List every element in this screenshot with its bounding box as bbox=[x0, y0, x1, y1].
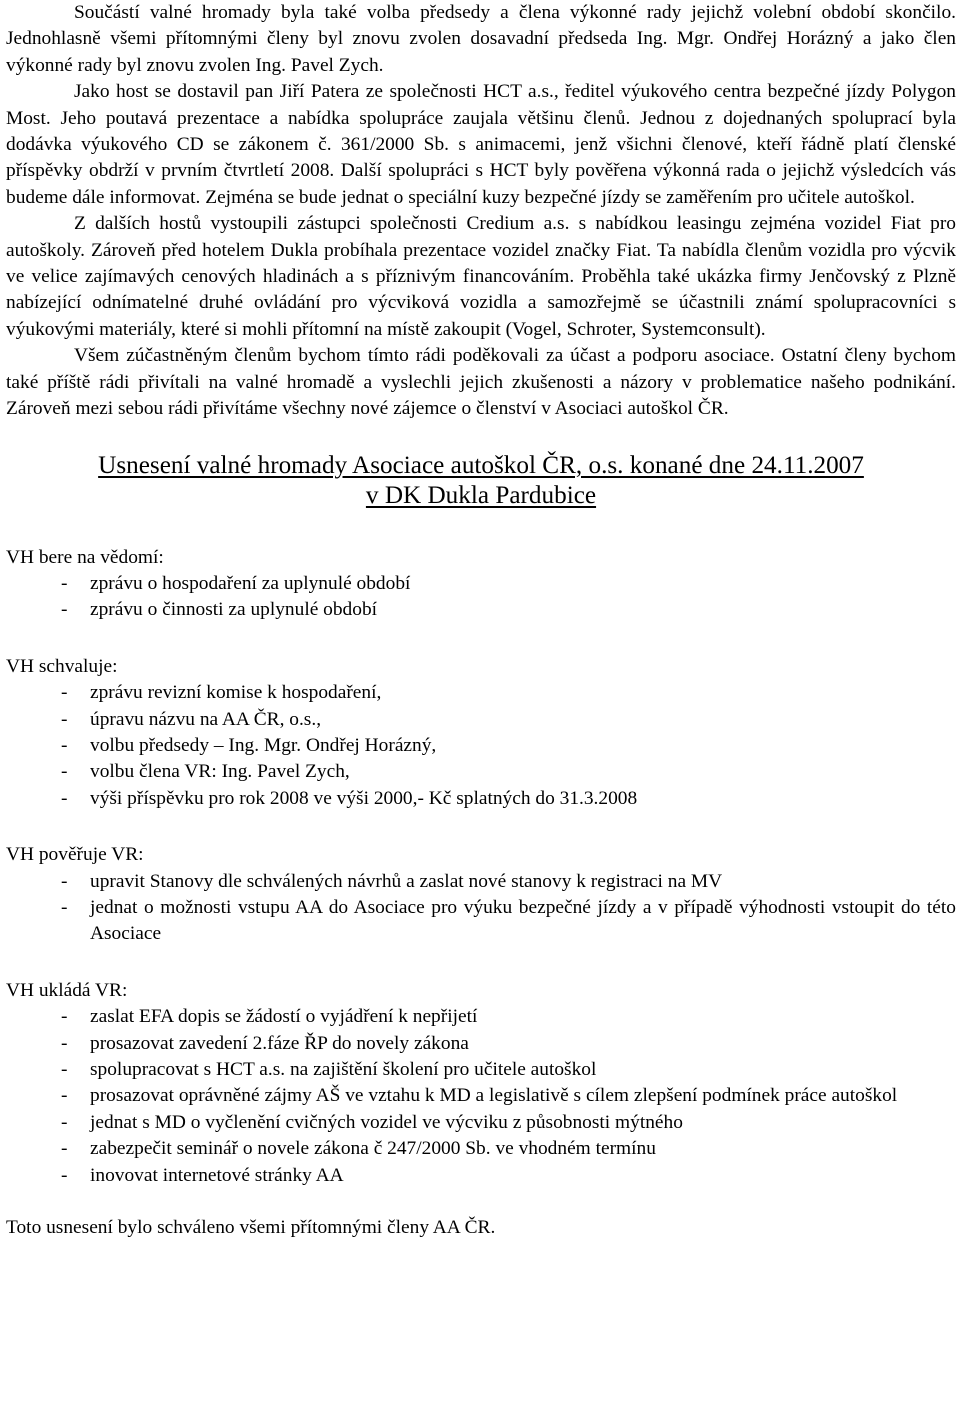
dash-bullet: - bbox=[61, 761, 68, 783]
resolution-title bbox=[6, 451, 956, 511]
list-item: - zprávu o hospodaření za uplynulé období bbox=[6, 571, 956, 597]
intro-text bbox=[6, 0, 956, 423]
dash-bullet: - bbox=[61, 1138, 68, 1160]
list-item: - prosazovat zavedení 2.fáze ŘP do novely zákona bbox=[6, 1031, 956, 1057]
list-item: - zaslat EFA dopis se žádostí o vyjádření k nepřijetí bbox=[6, 1004, 956, 1030]
list-item: - výši příspěvku pro rok 2008 ve výši 2000,- Kč splatných do 31.3.2008 bbox=[6, 786, 956, 812]
dash-bullet: - bbox=[61, 599, 68, 621]
list-item: - jednat o možnosti vstupu AA do Asociace pro výuku bezpečné jízdy a v případě výhodnosti vstoupit do této Asociace bbox=[61, 896, 956, 945]
document-page bbox=[6, 0, 956, 1241]
dash-bullet: - bbox=[61, 1006, 68, 1028]
item-list bbox=[6, 1004, 956, 1189]
list-item: - upravit Stanovy dle schválených návrhů a zaslat nové stanovy k registraci na MV bbox=[6, 869, 956, 895]
resolution-title-line2: v DK Dukla Pardubice bbox=[365, 481, 597, 509]
section-approves bbox=[6, 654, 956, 812]
intro-paragraph-hct-guest: Jako host se dostavil pan Jiří Patera ze společnosti HCT a.s., ředitel výukového centra bezpečné jízdy Polygon Most. Jeho poutavá prezentace a nabídka spolupráce zaujala většinu členů. Jednou z dojednaných spoluprací byla dodávka výukového CD se zákonem č. 361/2000 Sb. s animacemi, jenž všichni členové, kteří řádně platí členské příspěvky obdrží v prvním čtvrtletí 2008. Další spolupráci s HCT byly pověřena výkonná rada o jejichž výsledcích vás budeme dále informovat. Zejména se bude jednat o speciální kuzy bezpečné jízdy se zaměřením pro učitele autoškol. bbox=[6, 81, 956, 208]
section-heading: VH ukládá VR: bbox=[6, 979, 128, 1001]
section-acknowledges bbox=[6, 545, 956, 624]
item-list bbox=[6, 869, 956, 948]
dash-bullet: - bbox=[61, 1032, 68, 1054]
list-item: - prosazovat oprávněné zájmy AŠ ve vztahu k MD a legislativě s cílem zlepšení podmínek práce autoškol bbox=[6, 1083, 956, 1109]
dash-bullet: - bbox=[61, 572, 68, 594]
dash-bullet: - bbox=[61, 870, 68, 892]
section-heading: VH schvaluje: bbox=[6, 655, 118, 677]
list-item: - volbu předsedy – Ing. Mgr. Ondřej Horázný, bbox=[6, 733, 956, 759]
dash-bullet: - bbox=[61, 1059, 68, 1080]
section-heading: VH pověřuje VR: bbox=[6, 844, 144, 866]
list-item: - inovovat internetové stránky AA bbox=[6, 1163, 956, 1189]
dash-bullet: - bbox=[61, 896, 68, 918]
list-item: - úpravu názvu na AA ČR, o.s., bbox=[6, 707, 956, 733]
dash-bullet: - bbox=[61, 682, 68, 704]
intro-paragraph-credium-guest: Z dalších hostů vystoupili zástupci společnosti Credium a.s. s nabídkou leasingu zejména vozidel Fiat pro autoškoly. Zároveň před hotelem Dukla probíhala prezentace vozidel značky Fiat. Ta nabídla členům vozidla pro výcvik ve velice zajímavých cenových hladinách a s příznivým financováním. Proběhla také ukázka firmy Jenčovský z Plzně nabízející odnímatelné druhé ovládání pro výcviková vozidla a samozřejmě se účastnili známí spolupracovníci s výukovými materiály, které si mohli přítomní na místě zakoupit (Vogel, Schroter, Systemconsult). bbox=[6, 213, 956, 340]
intro-paragraph-election: Součástí valné hromady byla také volba předsedy a člena výkonné rady jejichž volební období skončilo. Jednohlasně všemi přítomnými členy byl znovu zvolen dosavadní předseda Ing. Mgr. Ondřej Horázný a jako člen výkonné rady byl znovu zvolen Ing. Pavel Zych. bbox=[6, 2, 956, 76]
list-item: - spolupracovat s HCT a.s. na zajištění školení pro učitele autoškol bbox=[6, 1057, 956, 1083]
section-assigns bbox=[6, 978, 956, 1189]
item-list bbox=[6, 680, 956, 812]
section-heading: VH bere na vědomí: bbox=[6, 546, 164, 568]
list-item: - zprávu o činnosti za uplynulé období bbox=[6, 597, 956, 623]
list-item: - volbu člena VR: Ing. Pavel Zych, bbox=[6, 759, 956, 785]
dash-bullet: - bbox=[61, 1164, 68, 1186]
section-authorizes bbox=[6, 842, 956, 948]
dash-bullet: - bbox=[61, 1085, 68, 1107]
dash-bullet: - bbox=[61, 1111, 68, 1133]
list-item: - jednat s MD o vyčlenění cvičných vozidel ve výcviku z působnosti mýtného bbox=[6, 1110, 956, 1136]
dash-bullet: - bbox=[61, 708, 68, 730]
list-item: - zprávu revizní komise k hospodaření, bbox=[6, 680, 956, 706]
closing-statement: Toto usnesení bylo schváleno všemi přítomnými členy AA ČR. bbox=[6, 1217, 496, 1239]
dash-bullet: - bbox=[61, 787, 68, 809]
intro-paragraph-thanks: Všem zúčastněným členům bychom tímto rádi poděkovali za účast a podporu asociace. Ostatní členy bychom také příště rádi přivítali na valné hromadě a vyslechli jejich zkušenosti a názory v problematice našeho podnikání. Zároveň mezi sebou rádi přivítáme všechny nové zájemce o členství v Asociaci autoškol ČR. bbox=[6, 345, 956, 420]
resolution-title-line1: Usnesení valné hromady Asociace autoškol ČR, o.s. konané dne 24.11.2007 bbox=[98, 451, 864, 479]
list-item: - zabezpečit seminář o novele zákona č 247/2000 Sb. ve vhodném termínu bbox=[6, 1136, 956, 1162]
dash-bullet: - bbox=[61, 734, 68, 756]
item-list bbox=[6, 571, 956, 624]
